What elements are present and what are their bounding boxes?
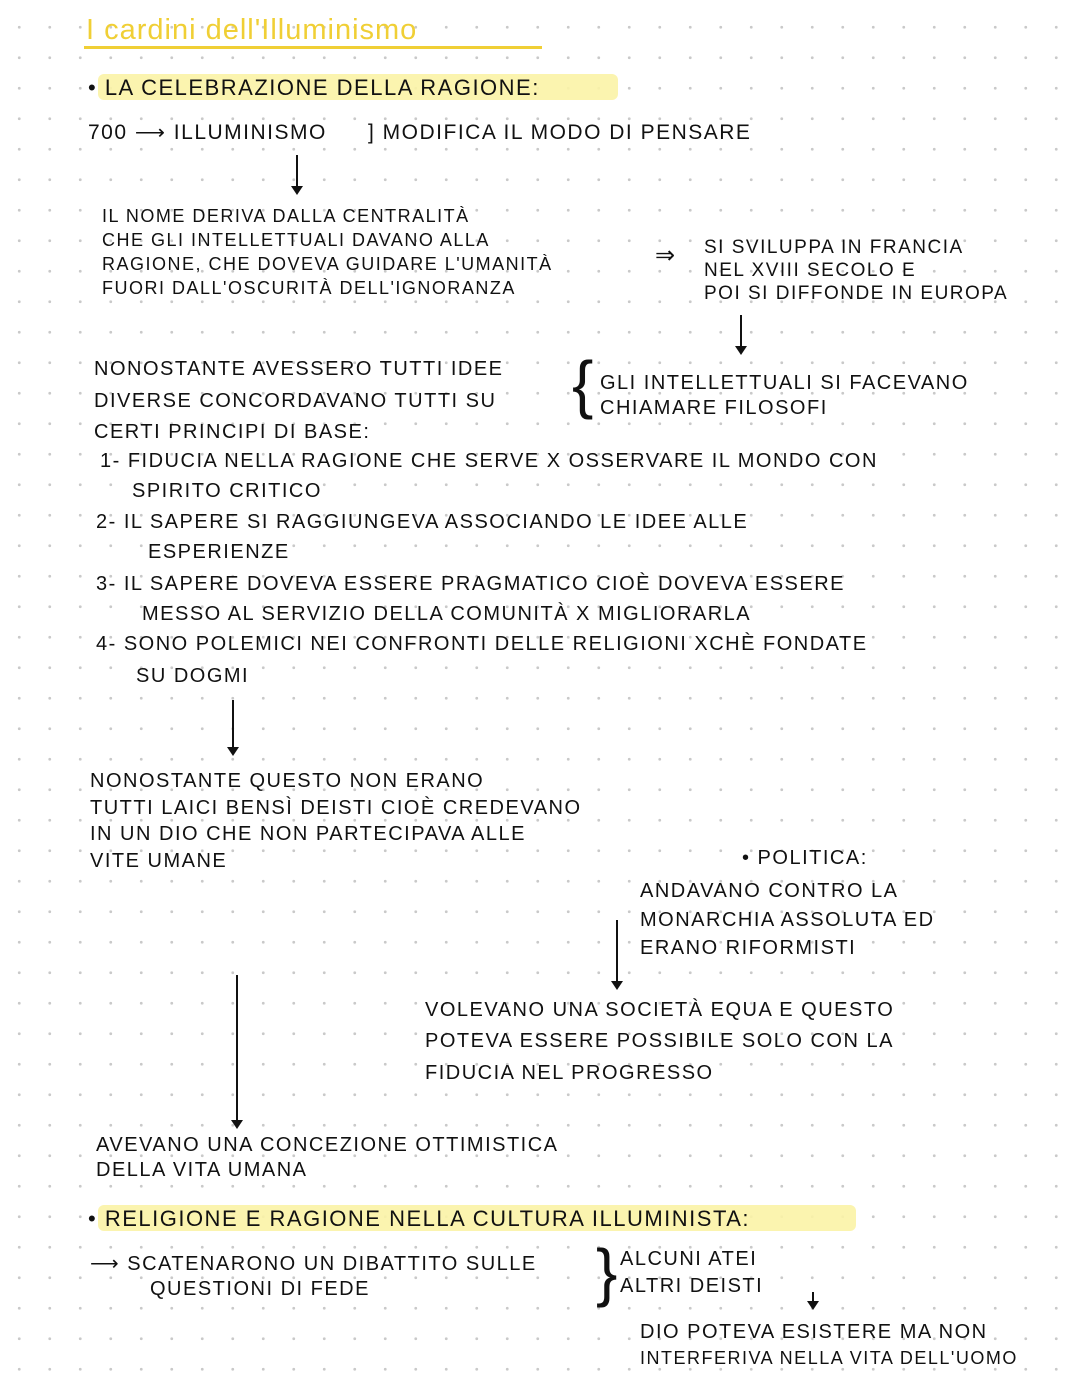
principle-1: 1- FIDUCIA NELLA RAGIONE CHE SERVE X OSSERVARE IL MONDO CON [100, 450, 878, 472]
principle-4: 4- SONO POLEMICI NEI CONFRONTI DELLE RELIGIONI XCHÈ FONDATE [96, 633, 868, 655]
spread-2: POI SI DIFFONDE IN EUROPA [704, 283, 1009, 304]
arrow-down-icon [740, 315, 742, 353]
name-origin-1: CHE GLI INTELLETTUALI DAVANO ALLA [102, 230, 490, 250]
deists-0: NONOSTANTE QUESTO NON ERANO [90, 770, 485, 792]
deists-3: VITE UMANE [90, 850, 228, 872]
implies-arrow-icon: ⇒ [655, 242, 677, 269]
politics-heading: • POLITICA: [742, 847, 868, 869]
title-underline [84, 46, 542, 49]
despite-1: DIVERSE CONCORDAVANO TUTTI SU [94, 390, 497, 412]
name-origin-2: RAGIONE, CHE DOVEVA GUIDARE L'UMANITÀ [102, 254, 553, 274]
principle-2: 2- IL SAPERE SI RAGGIUNGEVA ASSOCIANDO LE IDEE ALLE [96, 511, 749, 533]
society-2: FIDUCIA NEL PROGRESSO [425, 1062, 714, 1084]
optimism-1: DELLA VITA UMANA [96, 1159, 308, 1181]
society-1: POTEVA ESSERE POSSIBILE SOLO CON LA [425, 1030, 894, 1052]
name-origin-3: FUORI DALL'OSCURITÀ DELL'IGNORANZA [102, 278, 516, 298]
section-heading-religione: • RELIGIONE E RAGIONE NELLA CULTURA ILLUMINISTA: [88, 1206, 751, 1231]
debate-0: ⟶ SCATENARONO UN DIBATTITO SULLE [90, 1253, 537, 1275]
principle-2-cont: ESPERIENZE [148, 541, 290, 563]
spread-0: SI SVILUPPA IN FRANCIA [704, 237, 964, 258]
spread-1: NEL XVIII SECOLO E [704, 260, 917, 281]
politics-2: ERANO RIFORMISTI [640, 937, 857, 959]
politics-1: MONARCHIA ASSOLUTA ED [640, 909, 935, 931]
principle-1-cont: SPIRITO CRITICO [132, 480, 322, 502]
arrow-down-icon [616, 920, 618, 988]
arrow-down-icon [812, 1292, 814, 1308]
positions-1: ALTRI DEISTI [620, 1275, 764, 1297]
line-700: 700 ⟶ ILLUMINISMO [88, 121, 327, 144]
arrow-down-icon [296, 155, 298, 193]
philosophers-1: CHIAMARE FILOSOFI [600, 397, 828, 419]
arrow-down-icon [232, 700, 234, 754]
debate-1: QUESTIONI DI FEDE [150, 1278, 370, 1300]
despite-2: CERTI PRINCIPI DI BASE: [94, 421, 371, 443]
name-origin-0: IL NOME DERIVA DALLA CENTRALITÀ [102, 206, 470, 226]
positions-0: ALCUNI ATEI [620, 1248, 758, 1270]
section-heading-ragione: • LA CELEBRAZIONE DELLA RAGIONE: [88, 75, 540, 100]
principle-3-cont: MESSO AL SERVIZIO DELLA COMUNITÀ X MIGLIORARLA [142, 603, 752, 625]
principle-3: 3- IL SAPERE DOVEVA ESSERE PRAGMATICO CIOÈ DOVEVA ESSERE [96, 573, 846, 595]
society-0: VOLEVANO UNA SOCIETÀ EQUA E QUESTO [425, 999, 895, 1021]
principle-4-cont: SU DOGMI [136, 665, 250, 687]
despite-0: NONOSTANTE AVESSERO TUTTI IDEE [94, 358, 504, 380]
god-1: INTERFERIVA NELLA VITA DELL'UOMO [640, 1348, 1018, 1368]
arrow-down-icon [236, 975, 238, 1127]
page-title: I cardini dell'Illuminismo [86, 14, 418, 46]
philosophers-0: GLI INTELLETTUALI SI FACEVANO [600, 372, 969, 394]
brace-icon: } [596, 1236, 618, 1308]
god-0: DIO POTEVA ESISTERE MA NON [640, 1321, 988, 1343]
optimism-0: AVEVANO UNA CONCEZIONE OTTIMISTICA [96, 1134, 559, 1156]
brace-icon: { [572, 348, 594, 420]
line-700-note: ] MODIFICA IL MODO DI PENSARE [368, 121, 752, 144]
deists-1: TUTTI LAICI BENSÌ DEISTI CIOÈ CREDEVANO [90, 797, 582, 819]
deists-2: IN UN DIO CHE NON PARTECIPAVA ALLE [90, 823, 526, 845]
politics-0: ANDAVANO CONTRO LA [640, 880, 899, 902]
